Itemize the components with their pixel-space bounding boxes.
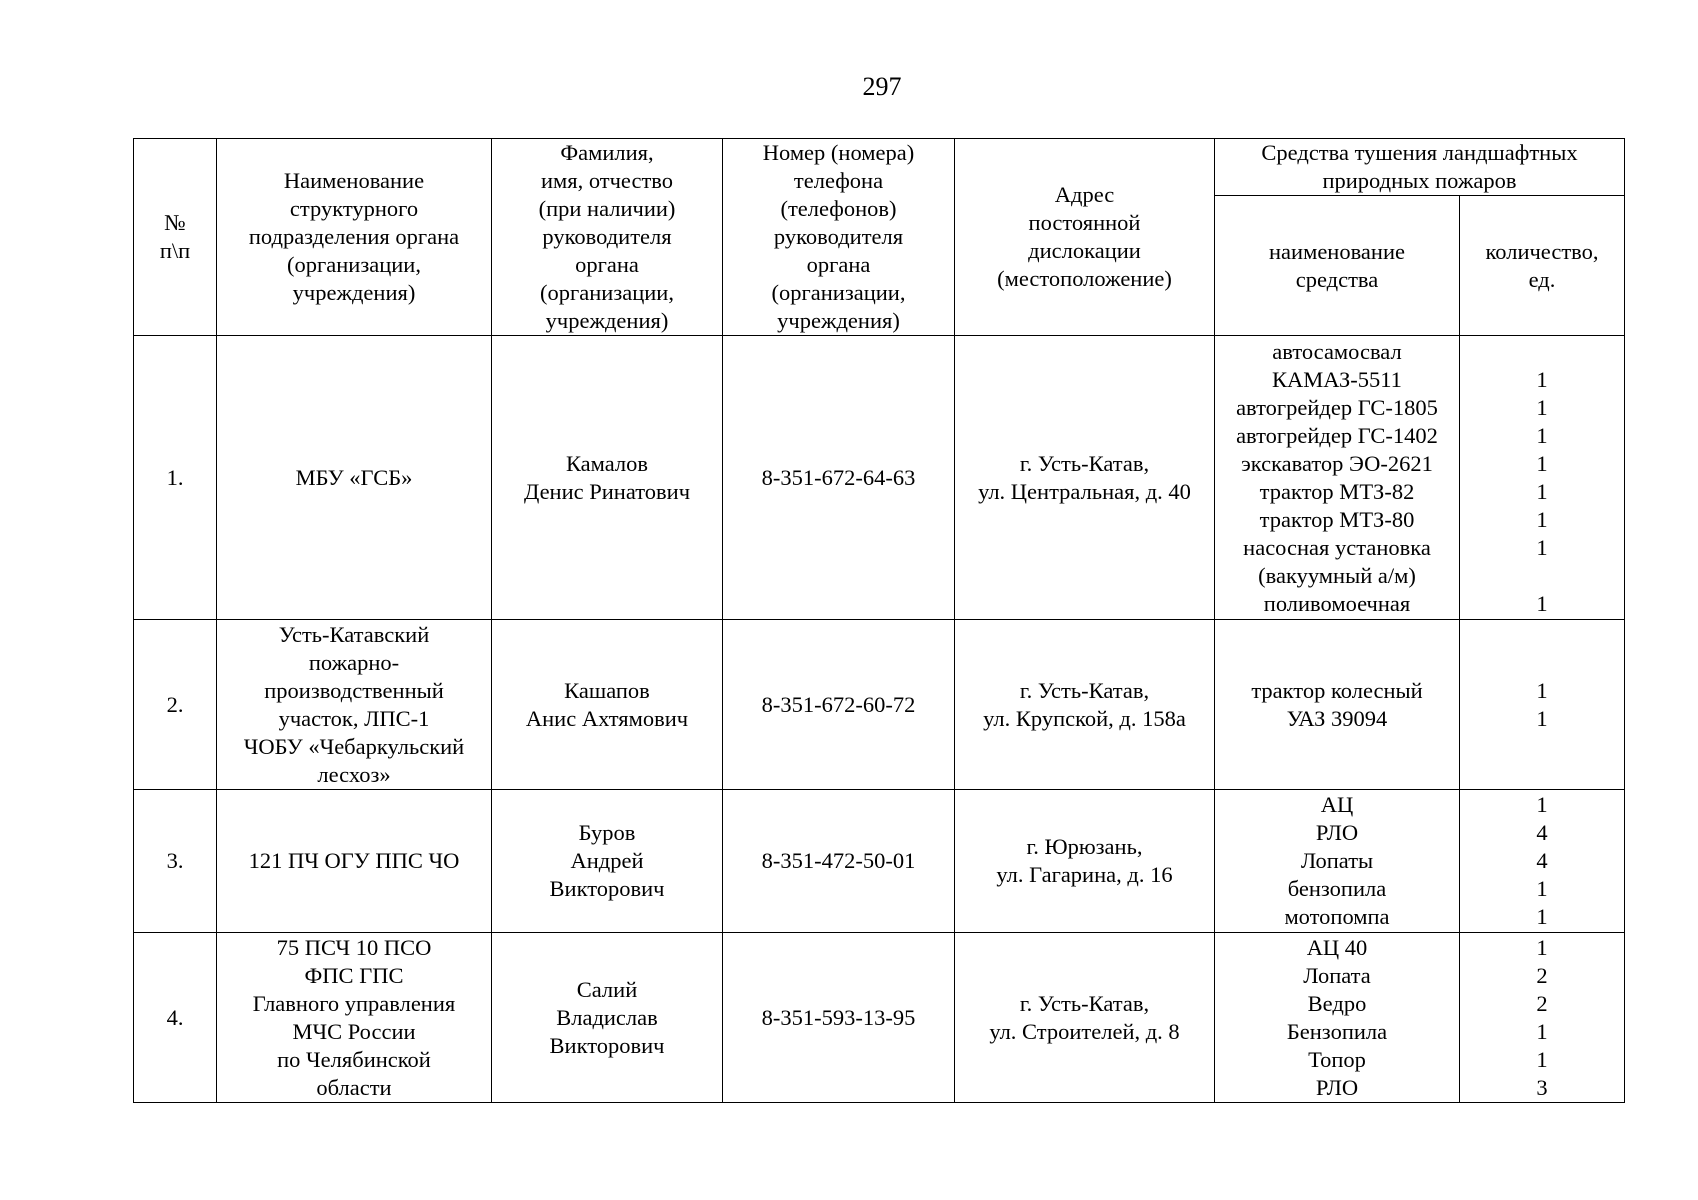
header-address: Адрес постоянной дислокации (местоположение) (955, 139, 1215, 336)
row-head-name: Кашапов Анис Ахтямович (492, 620, 723, 790)
row-qty: 1 2 2 1 1 3 (1460, 933, 1625, 1103)
row-phone: 8-351-472-50-01 (723, 790, 955, 933)
row-address: г. Усть-Катав, ул. Крупской, д. 158а (955, 620, 1215, 790)
page-number: 297 (862, 72, 902, 101)
row-head-name: Камалов Денис Ринатович (492, 336, 723, 620)
row-num: 4. (134, 933, 217, 1103)
row-qty: 1 4 4 1 1 (1460, 790, 1625, 933)
header-means-group: Средства тушения ландшафтных природных пожаров (1215, 139, 1625, 196)
row-subdivision: МБУ «ГСБ» (217, 336, 492, 620)
row-num: 3. (134, 790, 217, 933)
row-address: г. Усть-Катав, ул. Центральная, д. 40 (955, 336, 1215, 620)
row-num: 2. (134, 620, 217, 790)
header-head-name: Фамилия, имя, отчество (при наличии) руководителя органа (организации, учреждения) (492, 139, 723, 336)
row-subdivision: Усть-Катавский пожарно- производственный участок, ЛПС-1 ЧОБУ «Чебаркульский лесхоз» (217, 620, 492, 790)
table-row (134, 620, 1625, 790)
table-row (134, 336, 1625, 620)
header-subdivision: Наименование структурного подразделения органа (организации, учреждения) (217, 139, 492, 336)
firefighting-resources-table (133, 138, 1625, 1103)
row-qty: 1 1 1 1 1 1 1 1 (1460, 336, 1625, 620)
table-row (134, 790, 1625, 933)
row-address: г. Усть-Катав, ул. Строителей, д. 8 (955, 933, 1215, 1103)
row-qty: 1 1 (1460, 620, 1625, 790)
row-means: автосамосвал КАМАЗ-5511 автогрейдер ГС-1805 автогрейдер ГС-1402 экскаватор ЭО-2621 трактор МТЗ-82 трактор МТЗ-80 насосная установка (вакуумный а/м) поливомоечная (1215, 336, 1460, 620)
header-phone: Номер (номера) телефона (телефонов) руководителя органа (организации, учреждения) (723, 139, 955, 336)
row-head-name: Салий Владислав Викторович (492, 933, 723, 1103)
header-means-qty: количество, ед. (1460, 196, 1625, 336)
row-address: г. Юрюзань, ул. Гагарина, д. 16 (955, 790, 1215, 933)
row-num: 1. (134, 336, 217, 620)
row-head-name: Буров Андрей Викторович (492, 790, 723, 933)
row-phone: 8-351-593-13-95 (723, 933, 955, 1103)
header-means-name: наименование средства (1215, 196, 1460, 336)
row-means: АЦ 40 Лопата Ведро Бензопила Топор РЛО (1215, 933, 1460, 1103)
row-subdivision: 121 ПЧ ОГУ ППС ЧО (217, 790, 492, 933)
row-subdivision: 75 ПСЧ 10 ПСО ФПС ГПС Главного управления МЧС России по Челябинской области (217, 933, 492, 1103)
row-phone: 8-351-672-64-63 (723, 336, 955, 620)
row-means: трактор колесный УАЗ 39094 (1215, 620, 1460, 790)
row-means: АЦ РЛО Лопаты бензопила мотопомпа (1215, 790, 1460, 933)
table-row (134, 933, 1625, 1103)
row-phone: 8-351-672-60-72 (723, 620, 955, 790)
header-num: № п\п (134, 139, 217, 336)
